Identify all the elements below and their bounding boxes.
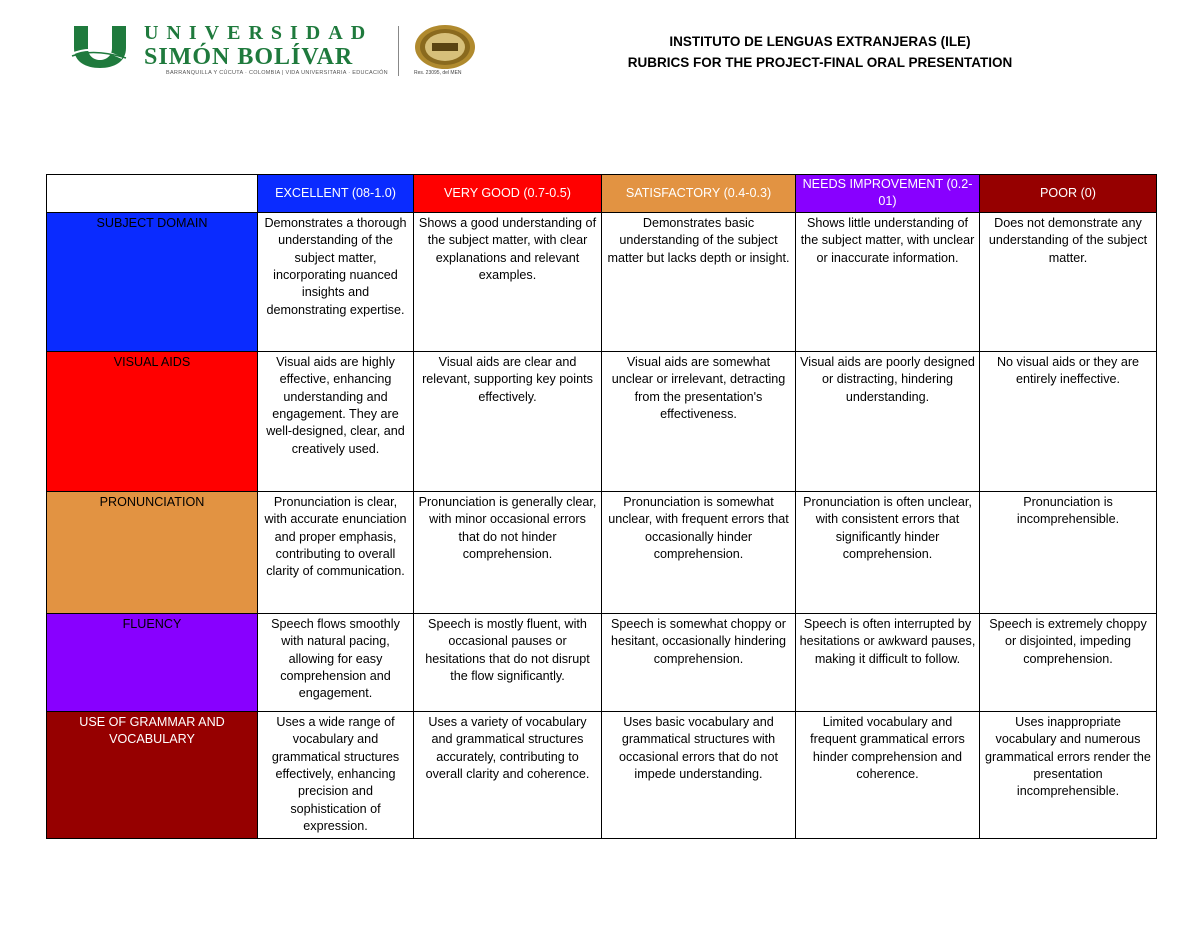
table-cell: Visual aids are clear and relevant, supporting key points effectively. [414, 351, 602, 491]
accreditation-seal-icon [414, 24, 476, 70]
table-cell: Shows little understanding of the subject matter, with unclear or inaccurate information. [796, 212, 980, 351]
column-header-very-good: VERY GOOD (0.7-0.5) [414, 175, 602, 213]
criterion-pronunciation: PRONUNCIATION [47, 491, 258, 613]
table-cell: Speech is often interrupted by hesitations or awkward pauses, making it difficult to follow. [796, 613, 980, 711]
logo-university-name: SIMÓN BOLÍVAR [144, 44, 354, 70]
table-row [47, 491, 1157, 613]
institute-title: INSTITUTO DE LENGUAS EXTRANJERAS (ILE) [669, 34, 971, 49]
table-cell: Pronunciation is generally clear, with minor occasional errors that do not hinder comprehension. [414, 491, 602, 613]
column-header-poor: POOR (0) [980, 175, 1157, 213]
table-cell: Speech flows smoothly with natural pacing, allowing for easy comprehension and engagement. [258, 613, 414, 711]
column-header-needs-improvement: NEEDS IMPROVEMENT (0.2-01) [796, 175, 980, 213]
table-cell: Pronunciation is clear, with accurate enunciation and proper emphasis, contributing to overall clarity of communication. [258, 491, 414, 613]
table-cell: Pronunciation is somewhat unclear, with frequent errors that occasionally hinder comprehension. [602, 491, 796, 613]
table-cell: Speech is mostly fluent, with occasional pauses or hesitations that do not disrupt the flow significantly. [414, 613, 602, 711]
column-header-excellent: EXCELLENT (08-1.0) [258, 175, 414, 213]
logo-divider [398, 26, 399, 76]
table-cell: Uses basic vocabulary and grammatical structures with occasional errors that do not impede understanding. [602, 711, 796, 838]
table-cell: Visual aids are highly effective, enhancing understanding and engagement. They are well-designed, clear, and creatively used. [258, 351, 414, 491]
table-cell: Visual aids are poorly designed or distracting, hindering understanding. [796, 351, 980, 491]
criterion-visual-aids: VISUAL AIDS [47, 351, 258, 491]
university-logo [62, 18, 492, 80]
table-cell: Limited vocabulary and frequent grammatical errors hinder comprehension and coherence. [796, 711, 980, 838]
table-cell: Demonstrates a thorough understanding of the subject matter, incorporating nuanced insights and demonstrating expertise. [258, 212, 414, 351]
table-header-row [47, 175, 1157, 213]
university-u-emblem-icon [70, 24, 140, 68]
seal-caption: Res. 23095, del MEN [414, 70, 462, 76]
table-cell: Pronunciation is incomprehensible. [980, 491, 1157, 613]
table-row [47, 351, 1157, 491]
column-header-satisfactory: SATISFACTORY (0.4-0.3) [602, 175, 796, 213]
rubric-title: RUBRICS FOR THE PROJECT-FINAL ORAL PRESENTATION [627, 55, 1013, 70]
table-cell: Speech is extremely choppy or disjointed, impeding comprehension. [980, 613, 1157, 711]
table-cell: Uses inappropriate vocabulary and numerous grammatical errors render the presentation incomprehensible. [980, 711, 1157, 838]
table-cell: Demonstrates basic understanding of the subject matter but lacks depth or insight. [602, 212, 796, 351]
table-row [47, 613, 1157, 711]
table-cell: Uses a variety of vocabulary and grammatical structures accurately, contributing to overall clarity and coherence. [414, 711, 602, 838]
table-cell: Pronunciation is often unclear, with consistent errors that significantly hinder comprehension. [796, 491, 980, 613]
rubric-table [46, 174, 1157, 839]
table-cell: Does not demonstrate any understanding of the subject matter. [980, 212, 1157, 351]
column-header-blank [47, 175, 258, 213]
table-cell: Uses a wide range of vocabulary and grammatical structures effectively, enhancing precision and sophistication of expression. [258, 711, 414, 838]
logo-tagline: BARRANQUILLA Y CÚCUTA · COLOMBIA | VIDA UNIVERSITARIA · EDUCACIÓN [166, 70, 388, 76]
criterion-fluency: FLUENCY [47, 613, 258, 711]
table-cell: No visual aids or they are entirely ineffective. [980, 351, 1157, 491]
table-cell: Visual aids are somewhat unclear or irrelevant, detracting from the presentation's effectiveness. [602, 351, 796, 491]
table-row [47, 711, 1157, 838]
page-header [0, 0, 1200, 90]
criterion-subject-domain: SUBJECT DOMAIN [47, 212, 258, 351]
table-cell: Speech is somewhat choppy or hesitant, occasionally hindering comprehension. [602, 613, 796, 711]
criterion-grammar-vocabulary: USE OF GRAMMAR AND VOCABULARY [47, 711, 258, 838]
table-cell: Shows a good understanding of the subject matter, with clear explanations and relevant examples. [414, 212, 602, 351]
table-row [47, 212, 1157, 351]
logo-university-word: UNIVERSIDAD [144, 22, 374, 44]
